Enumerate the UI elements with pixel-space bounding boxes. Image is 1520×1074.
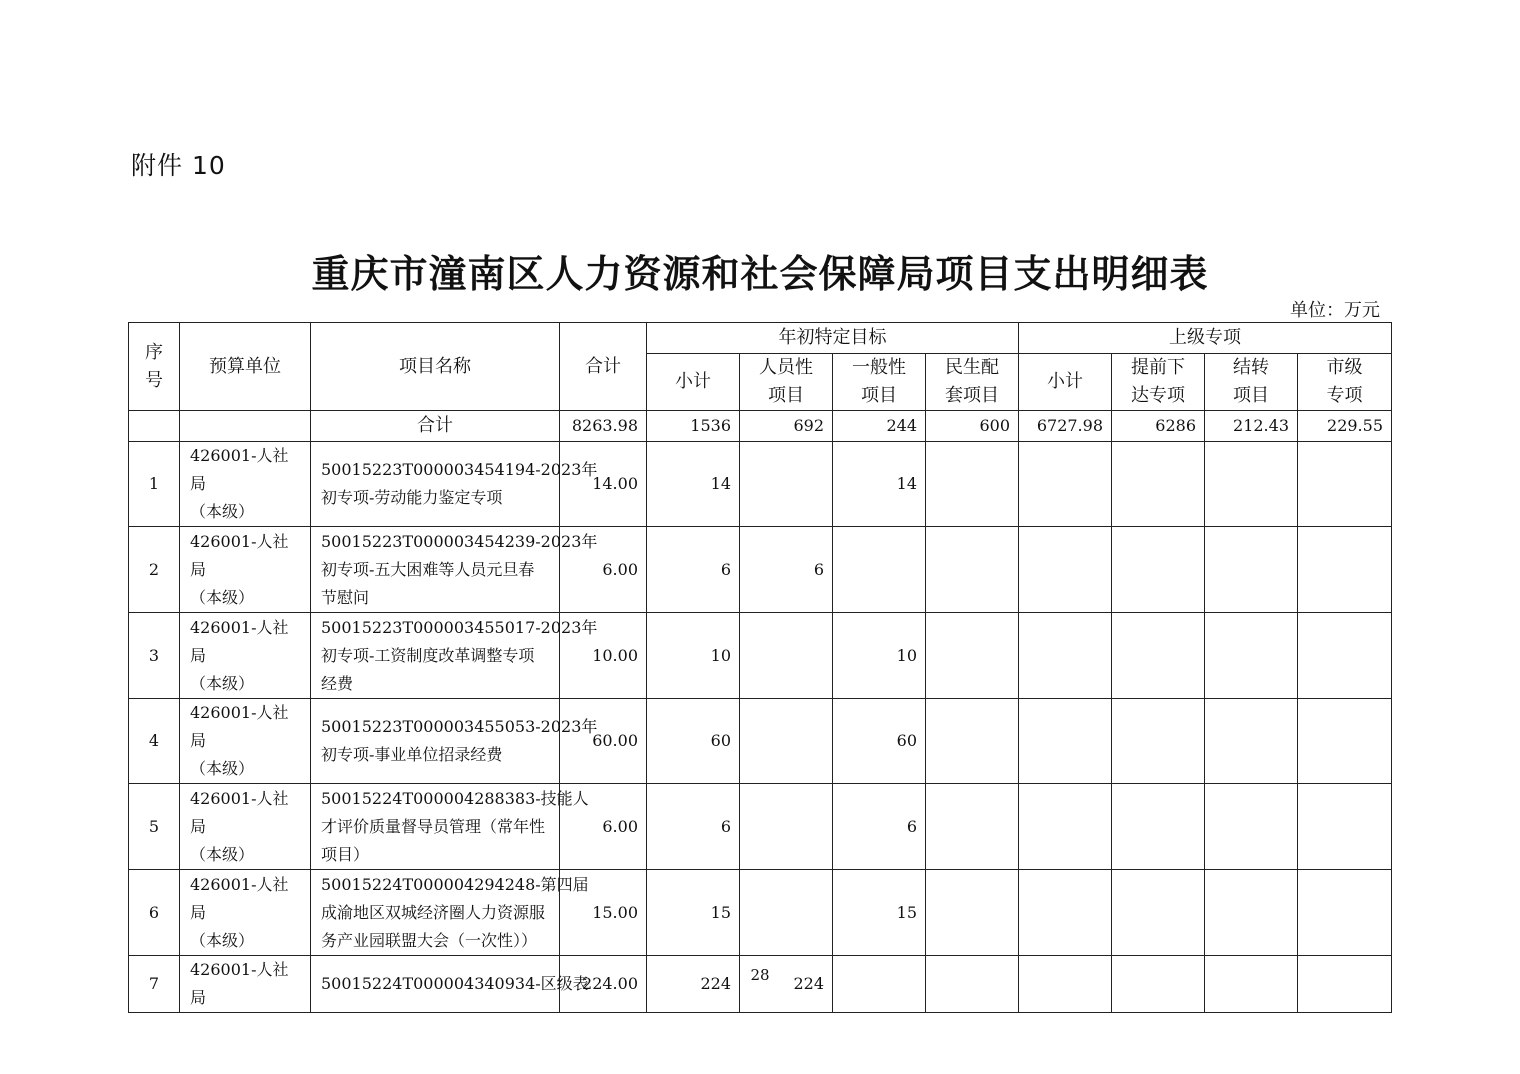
row-g2-carryover bbox=[1205, 613, 1298, 699]
project-name-line: 50015224T000004294248-第四届 bbox=[321, 874, 589, 894]
total-seq bbox=[129, 411, 180, 442]
total-total: 8263.98 bbox=[560, 411, 647, 442]
row-g1-subtotal: 6 bbox=[647, 784, 740, 870]
row-g2-subtotal bbox=[1019, 699, 1112, 784]
row-g2-advance bbox=[1112, 699, 1205, 784]
row-g2-advance bbox=[1112, 784, 1205, 870]
budget-unit-line: 426001-人社局 bbox=[190, 703, 289, 750]
row-g1-general bbox=[833, 956, 926, 1013]
attachment-label: 附件 10 bbox=[131, 151, 226, 180]
row-g1-subtotal: 10 bbox=[647, 613, 740, 699]
total-g2-advance: 6286 bbox=[1112, 411, 1205, 442]
project-name-line: 50015224T000004288383-技能人 bbox=[321, 788, 589, 808]
row-g2-municipal bbox=[1298, 956, 1392, 1013]
row-total: 6.00 bbox=[560, 527, 647, 613]
total-g2-carryover: 212.43 bbox=[1205, 411, 1298, 442]
row-g1-livelihood bbox=[926, 956, 1019, 1013]
row-seq: 6 bbox=[129, 870, 180, 956]
table-row bbox=[129, 527, 1392, 613]
row-g2-municipal bbox=[1298, 527, 1392, 613]
row-g2-subtotal bbox=[1019, 442, 1112, 527]
row-seq: 2 bbox=[129, 527, 180, 613]
row-g1-livelihood bbox=[926, 442, 1019, 527]
row-g1-general: 10 bbox=[833, 613, 926, 699]
expense-table bbox=[128, 322, 1392, 1013]
row-g2-carryover bbox=[1205, 527, 1298, 613]
header-g1-livelihood: 民生配套项目 bbox=[926, 354, 1019, 411]
header-g2-subtotal: 小计 bbox=[1019, 354, 1112, 411]
budget-unit-line: （本级） bbox=[190, 844, 255, 864]
row-g2-carryover bbox=[1205, 870, 1298, 956]
page-number: 28 bbox=[750, 966, 770, 984]
row-total: 60.00 bbox=[560, 699, 647, 784]
row-g2-advance bbox=[1112, 613, 1205, 699]
total-g2-subtotal: 6727.98 bbox=[1019, 411, 1112, 442]
header-g1-general: 一般性项目 bbox=[833, 354, 926, 411]
row-project-name bbox=[311, 442, 598, 527]
header-group-initial-targets: 年初特定目标 bbox=[647, 323, 1019, 354]
row-total: 224.00 bbox=[560, 956, 647, 1013]
row-g2-subtotal bbox=[1019, 613, 1112, 699]
row-g2-advance bbox=[1112, 442, 1205, 527]
project-name-line: 成渝地区双城经济圈人力资源服 bbox=[321, 902, 546, 922]
row-g1-personnel bbox=[740, 613, 833, 699]
row-g1-general: 15 bbox=[833, 870, 926, 956]
header-g2-carryover: 结转项目 bbox=[1205, 354, 1298, 411]
row-g2-subtotal bbox=[1019, 527, 1112, 613]
row-g1-personnel bbox=[740, 442, 833, 527]
budget-unit-line: 426001-人社局 bbox=[190, 617, 289, 665]
total-g2-municipal: 229.55 bbox=[1298, 411, 1392, 442]
row-total: 15.00 bbox=[560, 870, 647, 956]
row-g2-subtotal bbox=[1019, 784, 1112, 870]
row-seq: 7 bbox=[129, 956, 180, 1013]
row-g1-subtotal: 14 bbox=[647, 442, 740, 527]
row-g2-municipal bbox=[1298, 442, 1392, 527]
row-budget-unit bbox=[180, 442, 311, 527]
row-g2-municipal bbox=[1298, 699, 1392, 784]
row-project-name bbox=[311, 527, 598, 613]
row-budget-unit bbox=[180, 613, 311, 699]
table-row bbox=[129, 956, 1392, 1013]
row-g1-general: 60 bbox=[833, 699, 926, 784]
budget-unit-line: （本级） bbox=[190, 930, 255, 950]
header-budget-unit: 预算单位 bbox=[180, 323, 311, 411]
project-name-line: 务产业园联盟大会（一次性）） bbox=[321, 930, 538, 950]
project-name-line: 初专项-五大困难等人员元旦春 bbox=[321, 559, 535, 579]
page-title: 重庆市潼南区人力资源和社会保障局项目支出明细表 bbox=[311, 252, 1209, 296]
project-name-line: 50015223T000003455017-2023年 bbox=[321, 617, 598, 637]
row-g2-advance bbox=[1112, 956, 1205, 1013]
total-g1-livelihood: 600 bbox=[926, 411, 1019, 442]
row-g1-subtotal: 224 bbox=[647, 956, 740, 1013]
budget-unit-line: （本级） bbox=[190, 673, 255, 693]
project-name-line: 节慰问 bbox=[321, 587, 370, 607]
budget-unit-line: （本级） bbox=[190, 759, 255, 778]
row-g1-general: 6 bbox=[833, 784, 926, 870]
project-name-line: 项目） bbox=[321, 844, 370, 864]
budget-unit-line: （本级） bbox=[190, 587, 255, 607]
row-total: 6.00 bbox=[560, 784, 647, 870]
row-g1-personnel bbox=[740, 870, 833, 956]
row-g2-carryover bbox=[1205, 956, 1298, 1013]
row-g1-livelihood bbox=[926, 784, 1019, 870]
row-project-name bbox=[311, 699, 598, 784]
table-row bbox=[129, 699, 1392, 784]
budget-unit-line: 426001-人社局 bbox=[190, 874, 289, 922]
total-g1-general: 244 bbox=[833, 411, 926, 442]
row-g2-subtotal bbox=[1019, 956, 1112, 1013]
project-name-line: 初专项-工资制度改革调整专项 bbox=[321, 645, 535, 665]
row-seq: 3 bbox=[129, 613, 180, 699]
row-g2-subtotal bbox=[1019, 870, 1112, 956]
row-g1-livelihood bbox=[926, 613, 1019, 699]
row-budget-unit bbox=[180, 527, 311, 613]
budget-unit-line: 426001-人社局 bbox=[190, 788, 289, 836]
project-name-line: 50015223T000003454239-2023年 bbox=[321, 531, 598, 551]
row-g1-subtotal: 6 bbox=[647, 527, 740, 613]
row-seq: 1 bbox=[129, 442, 180, 527]
budget-unit-line: 426001-人社局 bbox=[190, 960, 289, 1007]
row-g1-livelihood bbox=[926, 527, 1019, 613]
header-group-higher-special: 上级专项 bbox=[1019, 323, 1392, 354]
row-g1-personnel bbox=[740, 699, 833, 784]
project-name-line: 初专项-劳动能力鉴定专项 bbox=[321, 488, 503, 507]
row-project-name bbox=[311, 870, 589, 956]
project-name-line: 才评价质量督导员管理（常年性 bbox=[321, 816, 546, 836]
row-budget-unit bbox=[180, 699, 311, 784]
row-total: 10.00 bbox=[560, 613, 647, 699]
budget-unit-line: 426001-人社局 bbox=[190, 531, 289, 579]
row-total: 14.00 bbox=[560, 442, 647, 527]
table-row bbox=[129, 613, 1392, 699]
unit-label: 单位：万元 bbox=[1290, 300, 1380, 321]
row-g1-personnel: 224 bbox=[740, 956, 833, 1013]
row-g1-livelihood bbox=[926, 870, 1019, 956]
project-name-line: 50015224T000004340934-区级表 bbox=[321, 974, 589, 993]
total-g1-subtotal: 1536 bbox=[647, 411, 740, 442]
row-seq: 4 bbox=[129, 699, 180, 784]
project-name-line: 50015223T000003455053-2023年 bbox=[321, 717, 598, 736]
total-row bbox=[129, 411, 1392, 442]
row-g2-carryover bbox=[1205, 784, 1298, 870]
row-g1-personnel: 6 bbox=[740, 527, 833, 613]
row-seq: 5 bbox=[129, 784, 180, 870]
row-budget-unit bbox=[180, 784, 311, 870]
row-g1-livelihood bbox=[926, 699, 1019, 784]
header-g1-personnel: 人员性项目 bbox=[740, 354, 833, 411]
total-g1-personnel: 692 bbox=[740, 411, 833, 442]
budget-unit-line: （本级） bbox=[190, 502, 255, 521]
row-g1-subtotal: 15 bbox=[647, 870, 740, 956]
project-name-line: 初专项-事业单位招录经费 bbox=[321, 745, 503, 764]
row-g2-municipal bbox=[1298, 870, 1392, 956]
row-budget-unit bbox=[180, 956, 311, 1013]
row-g2-carryover bbox=[1205, 442, 1298, 527]
row-g2-advance bbox=[1112, 527, 1205, 613]
header-total: 合计 bbox=[560, 323, 647, 411]
header-g1-subtotal: 小计 bbox=[647, 354, 740, 411]
table-row bbox=[129, 442, 1392, 527]
row-project-name bbox=[311, 784, 589, 870]
row-project-name bbox=[311, 956, 589, 1013]
row-project-name bbox=[311, 613, 598, 699]
row-g1-general bbox=[833, 527, 926, 613]
table-row bbox=[129, 870, 1392, 956]
row-g1-subtotal: 60 bbox=[647, 699, 740, 784]
budget-unit-line: 426001-人社局 bbox=[190, 446, 289, 493]
header-project-name: 项目名称 bbox=[311, 323, 560, 411]
row-g1-general: 14 bbox=[833, 442, 926, 527]
header-g2-municipal: 市级专项 bbox=[1298, 354, 1392, 411]
project-name-line: 50015223T000003454194-2023年 bbox=[321, 460, 598, 479]
row-g1-personnel bbox=[740, 784, 833, 870]
row-g2-advance bbox=[1112, 870, 1205, 956]
row-g2-carryover bbox=[1205, 699, 1298, 784]
header-seq: 序号 bbox=[129, 323, 180, 411]
row-g2-municipal bbox=[1298, 784, 1392, 870]
row-budget-unit bbox=[180, 870, 311, 956]
table-row bbox=[129, 784, 1392, 870]
total-label: 合计 bbox=[311, 411, 560, 442]
project-name-line: 经费 bbox=[321, 673, 354, 693]
header-g2-advance: 提前下达专项 bbox=[1112, 354, 1205, 411]
row-g2-municipal bbox=[1298, 613, 1392, 699]
total-unit bbox=[180, 411, 311, 442]
